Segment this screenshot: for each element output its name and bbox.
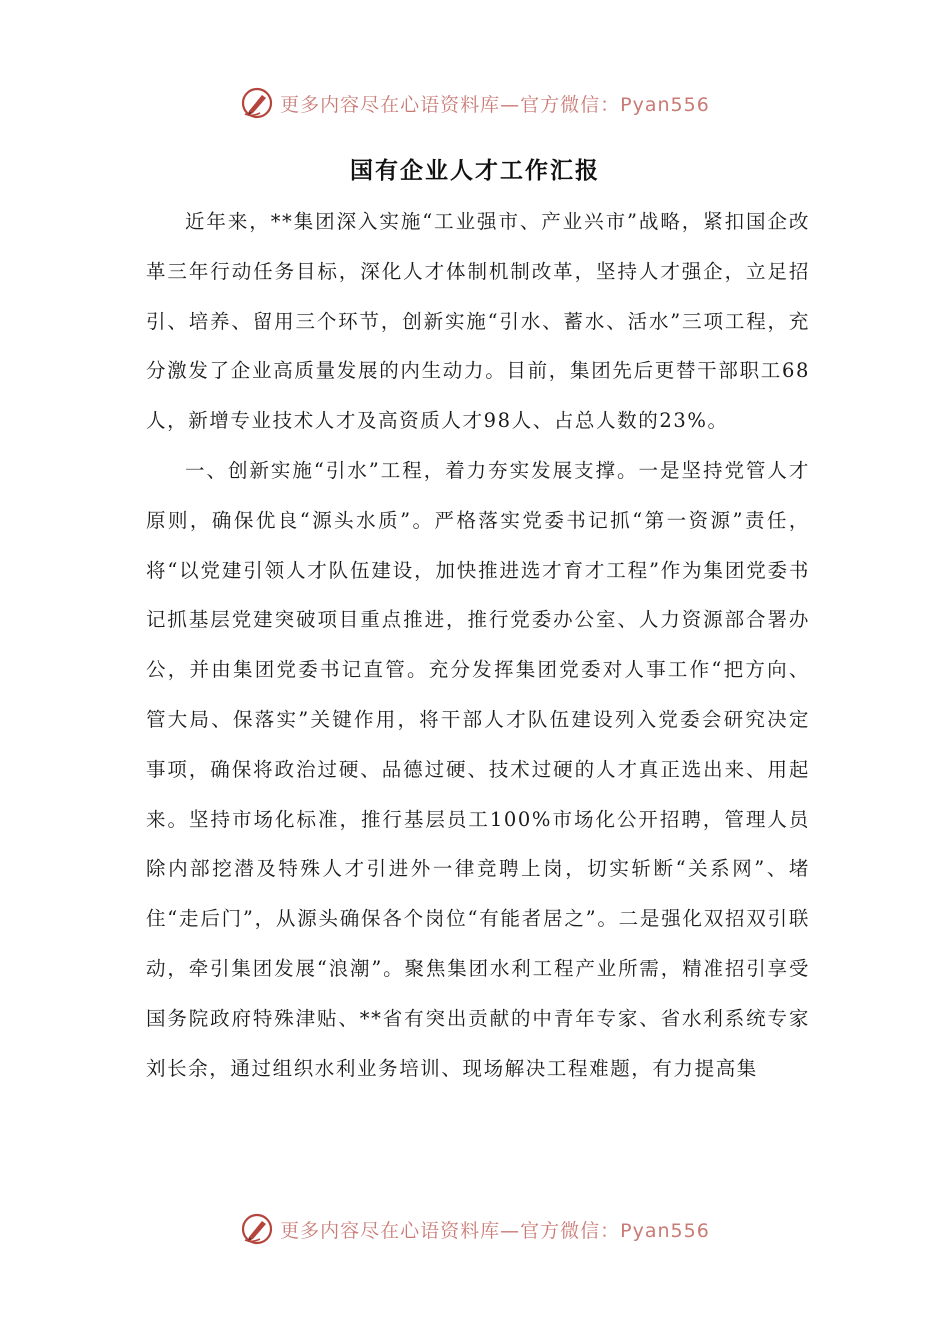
paragraph-section-one: 一、创新实施“引水”工程，着力夯实发展支撑。一是坚持党管人才原则，确保优良“源头水质”。严格落实党委书记抓“第一资源”责任，将“以党建引领人才队伍建设，加快推进选才育才工程”作为集团党委书记抓基层党建突破项目重点推进，推行党委办公室、人力资源部合署办公，并由集团党委书记直管。充分发挥集团党委对人事工作“把方向、管大局、保落实”关键作用，将干部人才队伍建设列入党委会研究决定事项，确保将政治过硬、品德过硬、技术过硬的人才真正选出来、用起来。坚持市场化标准，推行基层员工100%市场化公开招聘，管理人员除内部挖潜及特殊人才引进外一律竞聘上岗，切实斩断“关系网”、堵住“走后门”，从源头确保各个岗位“有能者居之”。二是强化双招双引联动，牵引集团发展“浪潮”。聚焦集团水利工程产业所需，精准招引享受国务院政府特殊津贴、**省有突出贡献的中青年专家、省水利系统专家刘长余，通过组织水利业务培训、现场解决工程难题，有力提高集 [146,458,810,1080]
paragraph-intro: 近年来，**集团深入实施“工业强市、产业兴市”战略，紧扣国企改革三年行动任务目标，深化人才体制机制改革，坚持人才强企，立足招引、培养、留用三个环节，创新实施“引水、蓄水、活水”三项工程，充分激发了企业高质量发展的内生动力。目前，集团先后更替干部职工68人，新增专业技术人才及高资质人才98人、占总人数的23%。 [146,210,810,433]
header-watermark [0,86,950,120]
pen-logo-icon [240,86,274,120]
pen-logo-icon [240,1212,274,1246]
watermark-text: 更多内容尽在心语资料库—官方微信：Pyan556 [280,1219,710,1242]
watermark-text: 更多内容尽在心语资料库—官方微信：Pyan556 [280,93,710,116]
document-title: 国有企业人才工作汇报 [350,157,600,184]
footer-watermark [0,1212,950,1246]
document-body [146,197,810,1093]
